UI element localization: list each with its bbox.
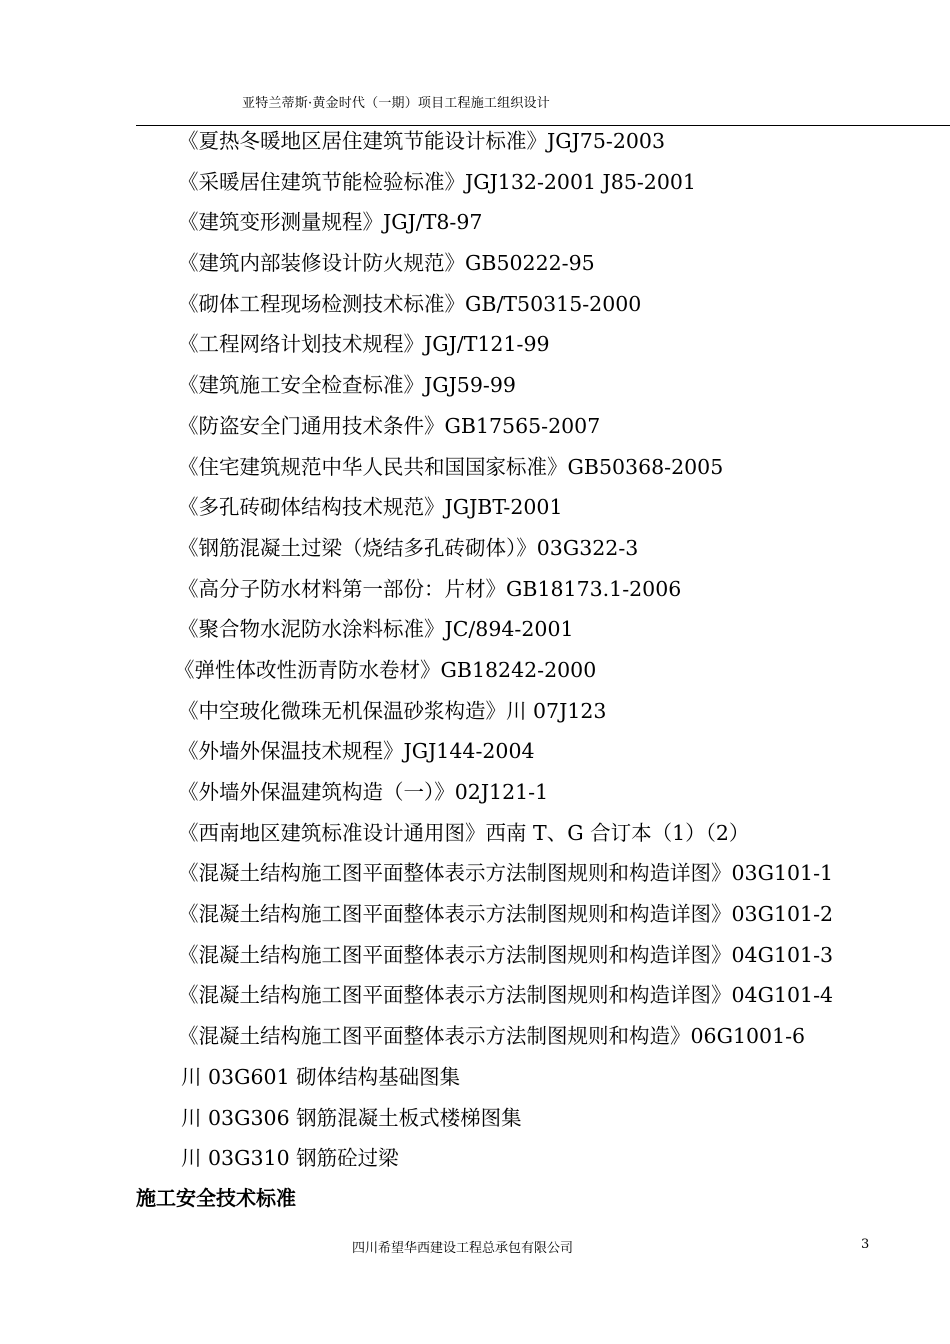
standard-item: 《砌体工程现场检测技术标准》GB/T50315-2000 xyxy=(178,291,642,316)
standard-item: 《工程网络计划技术规程》JGJ/T121-99 xyxy=(178,332,550,357)
standard-item: 《聚合物水泥防水涂料标准》JC/894-2001 xyxy=(178,617,574,642)
standard-item: 《建筑施工安全检查标准》JGJ59-99 xyxy=(178,373,516,398)
standard-item: 《外墙外保温技术规程》JGJ144-2004 xyxy=(178,739,535,764)
standard-item: 《住宅建筑规范中华人民共和国国家标准》GB50368-2005 xyxy=(178,454,724,479)
page-header-title: 亚特兰蒂斯·黄金时代（一期）项目工程施工组织设计 xyxy=(242,96,550,111)
standard-item: 《防盗安全门通用技术条件》GB17565-2007 xyxy=(178,413,601,438)
page-number: 3 xyxy=(861,1237,870,1252)
standard-item: 川 03G601 砌体结构基础图集 xyxy=(181,1064,461,1089)
standard-item: 《弹性体改性沥青防水卷材》GB18242-2000 xyxy=(174,657,597,682)
standard-item: 《混凝土结构施工图平面整体表示方法制图规则和构造》06G1001-6 xyxy=(178,1024,806,1049)
standards-list xyxy=(0,121,950,1179)
standard-item: 川 03G306 钢筋混凝土板式楼梯图集 xyxy=(181,1105,522,1130)
standard-item: 《外墙外保温建筑构造（一）》02J121-1 xyxy=(178,780,549,804)
standard-item: 《西南地区建筑标准设计通用图》西南 T、G 合订本（1）（2） xyxy=(178,820,750,845)
standard-item: 《混凝土结构施工图平面整体表示方法制图规则和构造详图》04G101-4 xyxy=(178,983,834,1008)
standard-item: 《混凝土结构施工图平面整体表示方法制图规则和构造详图》03G101-1 xyxy=(178,861,834,886)
footer-company: 四川希望华西建设工程总承包有限公司 xyxy=(352,1241,574,1256)
standard-item: 《建筑变形测量规程》JGJ/T8-97 xyxy=(178,210,483,235)
standard-item: 《高分子防水材料第一部份：片材》GB18173.1-2006 xyxy=(178,576,682,601)
standard-item: 《中空玻化微珠无机保温砂浆构造》川 07J123 xyxy=(178,698,607,723)
standard-item: 《钢筋混凝土过梁（烧结多孔砖砌体）》03G322-3 xyxy=(178,535,639,560)
standard-item: 《混凝土结构施工图平面整体表示方法制图规则和构造详图》03G101-2 xyxy=(178,902,834,927)
standard-item: 《采暖居住建筑节能检验标准》JGJ132-2001 J85-2001 xyxy=(178,169,696,194)
standard-item: 川 03G310 钢筋砼过梁 xyxy=(181,1146,399,1171)
standard-item: 《夏热冬暖地区居住建筑节能设计标准》JGJ75-2003 xyxy=(178,129,665,153)
standard-item: 《建筑内部装修设计防火规范》GB50222-95 xyxy=(178,251,595,276)
section-heading: 施工安全技术标准 xyxy=(136,1186,296,1210)
standard-item: 《多孔砖砌体结构技术规范》JGJBT-2001 xyxy=(178,495,563,520)
standard-item: 《混凝土结构施工图平面整体表示方法制图规则和构造详图》04G101-3 xyxy=(178,942,834,967)
